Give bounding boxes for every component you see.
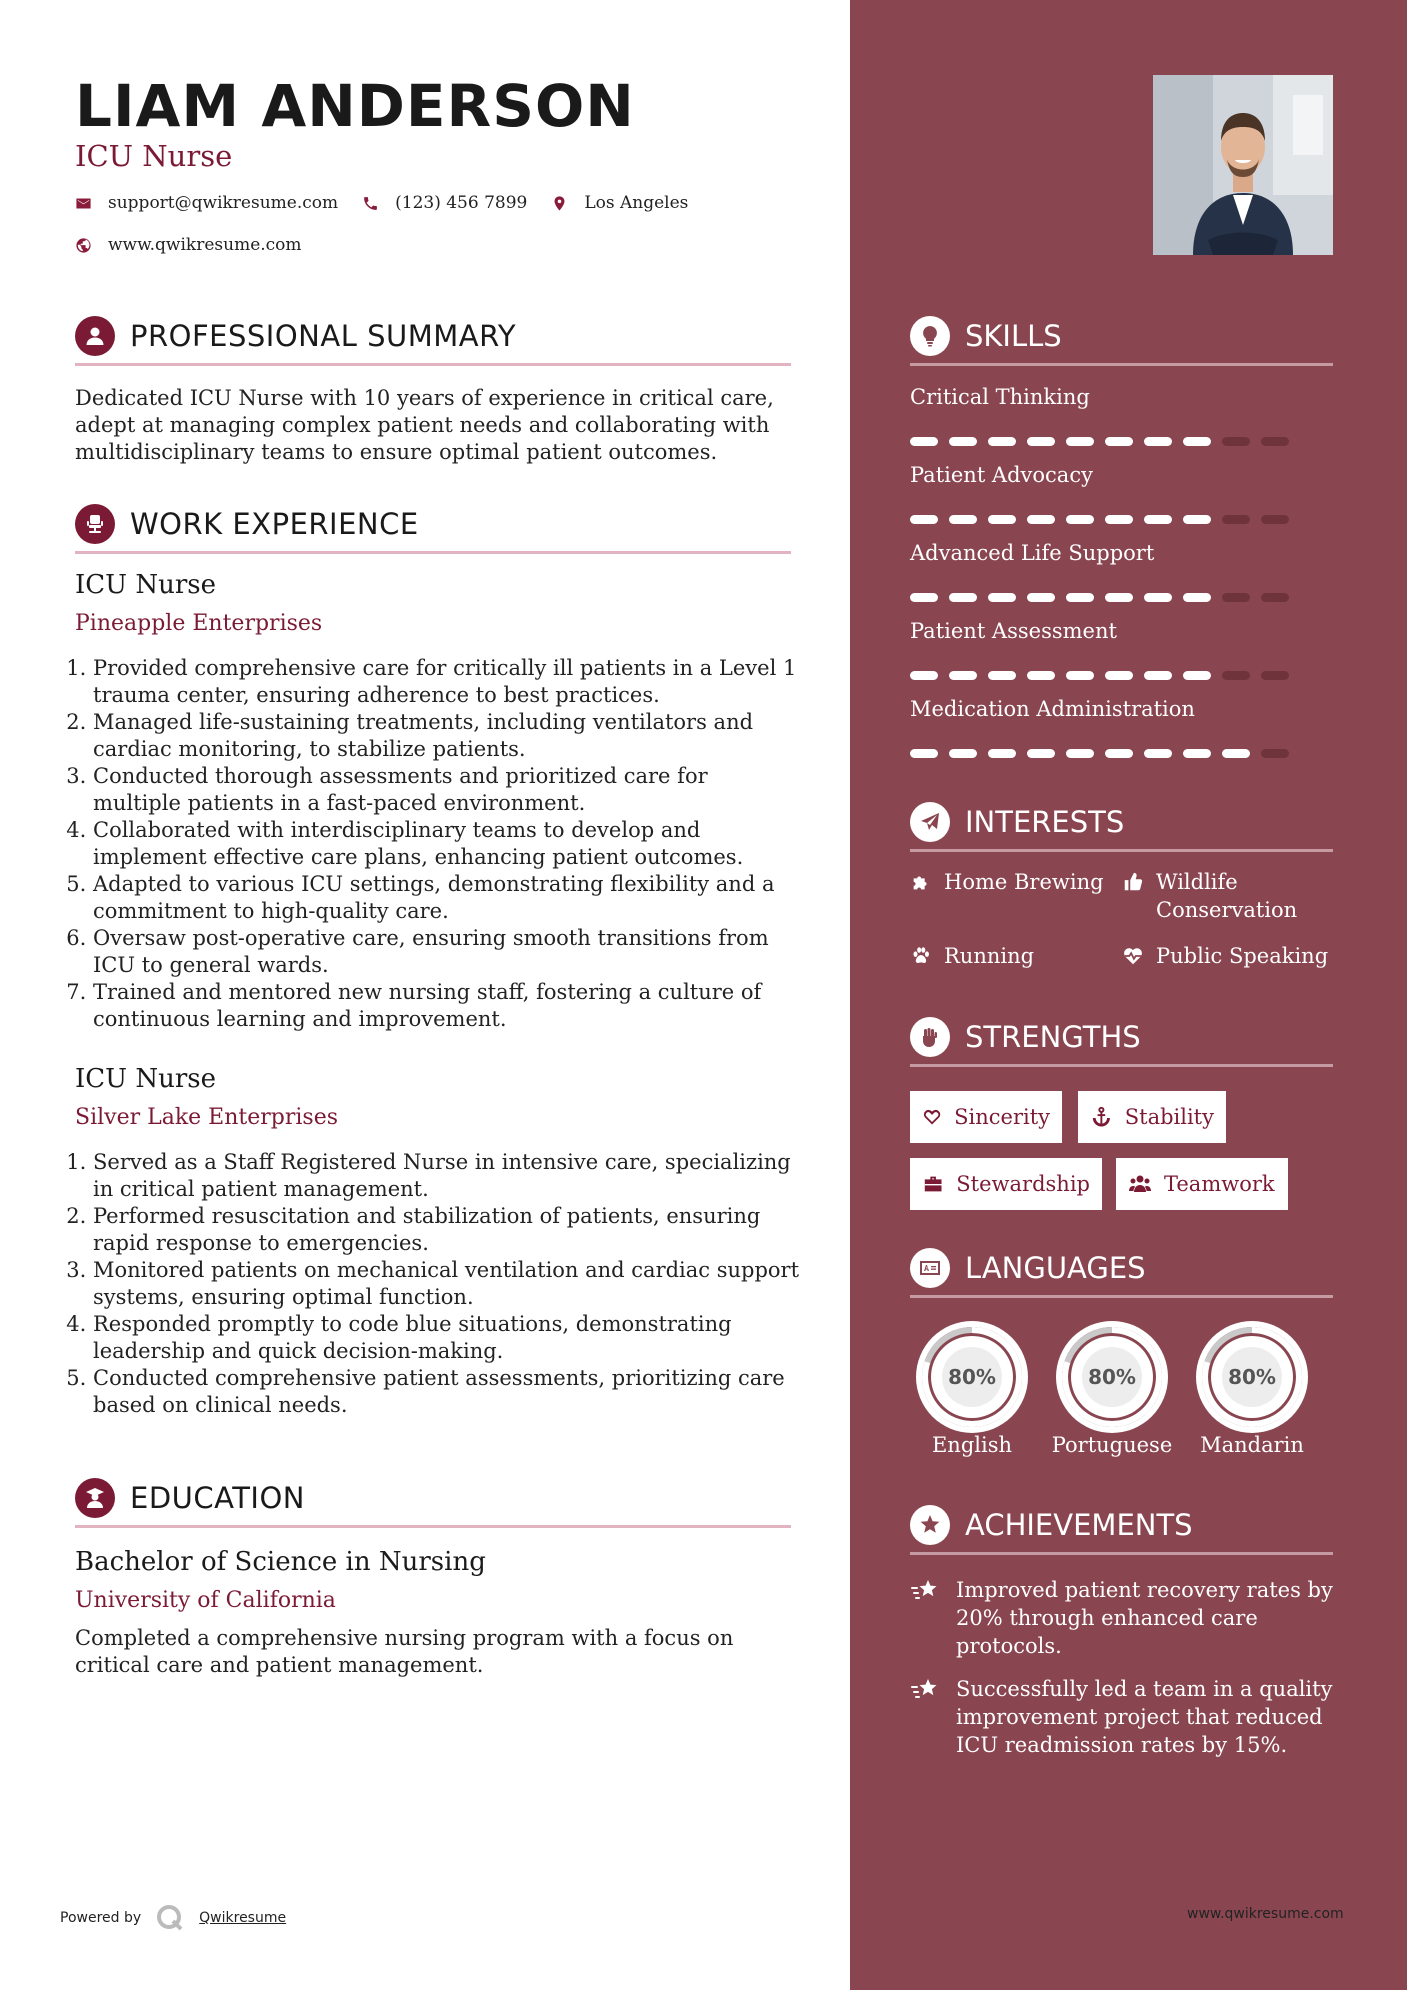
summary-heading: PROFESSIONAL SUMMARY <box>130 319 517 353</box>
skill-dash <box>988 749 1016 758</box>
language-name: Portuguese <box>1051 1433 1173 1457</box>
heart-icon <box>922 1105 942 1129</box>
strength-tag <box>910 1158 1102 1210</box>
skill-dash <box>1144 437 1172 446</box>
skill-dash <box>1066 515 1094 524</box>
raised-fist-icon <box>918 1025 942 1049</box>
thumbs-up-icon <box>1122 871 1144 893</box>
skill-item <box>910 539 1330 602</box>
contact-location <box>551 193 688 213</box>
anchor-icon <box>1090 1105 1113 1129</box>
experience-badge <box>75 504 115 544</box>
list-item: 1. Provided comprehensive care for critically ill patients in a Level 1 trauma center, ensuring adherence to best practices. <box>93 655 801 709</box>
job-2-title: ICU Nurse <box>75 1064 216 1094</box>
skill-label: Medication Administration <box>910 697 1195 721</box>
job-1-company: Pineapple Enterprises <box>75 611 323 636</box>
office-chair-icon <box>83 512 107 536</box>
strength-label: Stewardship <box>956 1172 1090 1196</box>
skill-dash <box>910 671 938 680</box>
skill-dash <box>1105 437 1133 446</box>
skill-dash <box>910 593 938 602</box>
list-item: 5. Adapted to various ICU settings, demonstrating flexibility and a commitment to high-quality care. <box>93 871 801 925</box>
skill-dash <box>1222 749 1250 758</box>
email-text: support@qwikresume.com <box>108 193 339 213</box>
language-percent: 80% <box>1088 1365 1136 1389</box>
skill-dash <box>1105 593 1133 602</box>
skill-dash <box>1222 437 1250 446</box>
skill-dash <box>1066 671 1094 680</box>
skill-dash <box>988 671 1016 680</box>
skills-section-header <box>910 314 1333 366</box>
achievement-item <box>910 1675 1340 1759</box>
experience-section-header <box>75 502 791 554</box>
language-item <box>1050 1315 1174 1457</box>
skill-dash <box>1261 437 1289 446</box>
list-item: 4. Collaborated with interdisciplinary teams to develop and implement effective care plans, enhancing patient outcomes. <box>93 817 801 871</box>
list-item: 5. Conducted comprehensive patient assessments, prioritizing care based on clinical needs. <box>93 1365 801 1419</box>
education-section-header <box>75 1476 791 1528</box>
paw-icon <box>910 945 932 967</box>
contact-website[interactable] <box>75 235 302 255</box>
skill-dash <box>910 515 938 524</box>
strength-label: Stability <box>1124 1105 1214 1129</box>
experience-heading: WORK EXPERIENCE <box>130 507 419 541</box>
interest-label: Wildlife Conservation <box>1156 870 1298 922</box>
candidate-role: ICU Nurse <box>75 139 233 173</box>
interest-label: Public Speaking <box>1156 944 1329 968</box>
map-pin-icon <box>551 195 568 212</box>
profile-photo <box>1153 75 1333 255</box>
skill-dash <box>1144 593 1172 602</box>
shooting-star-icon <box>910 1677 940 1703</box>
list-item: 3. Monitored patients on mechanical ventilation and cardiac support systems, ensuring optimal function. <box>93 1257 801 1311</box>
skill-dash <box>1261 593 1289 602</box>
skill-rating <box>910 593 1330 602</box>
skill-label: Patient Assessment <box>910 619 1117 643</box>
phone-icon <box>362 195 379 212</box>
education-heading: EDUCATION <box>130 1481 306 1515</box>
skill-dash <box>1027 749 1055 758</box>
summary-badge <box>75 316 115 356</box>
skill-dash <box>949 515 977 524</box>
achievement-item <box>910 1576 1340 1660</box>
skill-dash <box>1222 593 1250 602</box>
shooting-star-icon <box>910 1578 940 1604</box>
interests-heading: INTERESTS <box>965 805 1125 839</box>
strengths-badge <box>910 1017 950 1057</box>
job-1-bullets <box>71 655 801 1033</box>
contact-email[interactable] <box>75 193 338 213</box>
skill-dash <box>1105 515 1133 524</box>
languages-badge <box>910 1248 950 1288</box>
strengths-section-header <box>910 1015 1333 1067</box>
job-1-title: ICU Nurse <box>75 570 216 600</box>
briefcase-icon <box>922 1172 944 1196</box>
education-badge <box>75 1478 115 1518</box>
skill-dash <box>1105 749 1133 758</box>
skill-dash <box>988 515 1016 524</box>
language-card-icon <box>918 1256 942 1280</box>
skill-dash <box>1222 671 1250 680</box>
skill-dash <box>1222 515 1250 524</box>
user-icon <box>83 324 107 348</box>
language-progress-ring <box>910 1315 1034 1439</box>
skill-dash <box>949 593 977 602</box>
language-percent: 80% <box>948 1365 996 1389</box>
language-item <box>1190 1315 1314 1457</box>
location-text: Los Angeles <box>584 193 689 213</box>
skill-dash <box>988 437 1016 446</box>
languages-heading: LANGUAGES <box>965 1251 1146 1285</box>
paper-plane-icon <box>918 810 942 834</box>
sidebar <box>850 0 1407 1990</box>
skill-item <box>910 461 1330 524</box>
star-badge-icon <box>918 1513 942 1537</box>
list-item: 3. Conducted thorough assessments and prioritized care for multiple patients in a fast-paced environment. <box>93 763 801 817</box>
skill-dash <box>1261 515 1289 524</box>
summary-section-header <box>75 314 791 366</box>
interest-label: Home Brewing <box>944 870 1104 894</box>
list-item: 2. Performed resuscitation and stabilization of patients, ensuring rapid response to emergencies. <box>93 1203 801 1257</box>
summary-text: Dedicated ICU Nurse with 10 years of experience in critical care, adept at managing complex patient needs and collaborating with multidisciplinary teams to ensure optimal patient outcomes. <box>75 386 774 464</box>
qwikresume-link[interactable]: Qwikresume <box>199 1910 287 1926</box>
skill-dash <box>949 671 977 680</box>
achievements-heading: ACHIEVEMENTS <box>965 1508 1193 1542</box>
skill-dash <box>1027 593 1055 602</box>
skill-dash <box>949 437 977 446</box>
interest-label: Running <box>944 944 1035 968</box>
skill-dash <box>1066 749 1094 758</box>
skill-dash <box>1183 749 1211 758</box>
skill-dash <box>1261 749 1289 758</box>
qwikresume-logo-icon <box>155 1903 185 1933</box>
skill-dash <box>1027 515 1055 524</box>
skill-dash <box>910 437 938 446</box>
skill-dash <box>1144 671 1172 680</box>
strengths-heading: STRENGTHS <box>965 1020 1141 1054</box>
powered-by <box>60 1903 286 1933</box>
list-item: 1. Served as a Staff Registered Nurse in intensive care, specializing in critical patient management. <box>93 1149 801 1203</box>
skill-dash <box>1144 749 1172 758</box>
skill-dash <box>1261 671 1289 680</box>
education-description: Completed a comprehensive nursing program with a focus on critical care and patient management. <box>75 1626 734 1677</box>
strength-label: Sincerity <box>954 1105 1050 1129</box>
skill-dash <box>1183 437 1211 446</box>
interest-item <box>1122 868 1312 924</box>
list-item: 4. Responded promptly to code blue situations, demonstrating leadership and quick decision-making. <box>93 1311 801 1365</box>
skill-dash <box>1066 437 1094 446</box>
language-progress-ring <box>1190 1315 1314 1439</box>
job-2-company: Silver Lake Enterprises <box>75 1105 339 1130</box>
skill-rating <box>910 671 1330 680</box>
skill-dash <box>1144 515 1172 524</box>
users-icon <box>1128 1172 1152 1196</box>
strength-tag <box>1078 1091 1226 1143</box>
language-name: English <box>931 1433 1013 1457</box>
lightbulb-icon <box>918 324 942 348</box>
skill-label: Critical Thinking <box>910 385 1090 409</box>
interest-item <box>910 868 1104 896</box>
skill-dash <box>1027 437 1055 446</box>
skill-label: Patient Advocacy <box>910 463 1093 487</box>
strength-tag <box>910 1091 1062 1143</box>
contact-row <box>75 193 712 213</box>
powered-by-label: Powered by <box>60 1910 142 1926</box>
language-name: Mandarin <box>1200 1433 1304 1457</box>
education-degree: Bachelor of Science in Nursing <box>75 1547 486 1577</box>
achievement-text: Successfully led a team in a quality improvement project that reduced ICU readmission rates by 15%. <box>956 1677 1333 1757</box>
skills-badge <box>910 316 950 356</box>
candidate-name: LIAM ANDERSON <box>75 72 635 140</box>
footer-url[interactable]: www.qwikresume.com <box>1187 1906 1344 1922</box>
skill-dash <box>910 749 938 758</box>
skill-item <box>910 695 1330 758</box>
skill-rating <box>910 437 1330 446</box>
website-text: www.qwikresume.com <box>108 235 302 255</box>
skill-rating <box>910 515 1330 524</box>
contact-row-website <box>75 235 326 255</box>
skill-item <box>910 383 1330 446</box>
list-item: 7. Trained and mentored new nursing staff, fostering a culture of continuous learning and improvement. <box>93 979 801 1033</box>
skill-item <box>910 617 1330 680</box>
skills-heading: SKILLS <box>965 319 1062 353</box>
skill-dash <box>1183 671 1211 680</box>
skill-dash <box>949 749 977 758</box>
strength-tag <box>1116 1158 1288 1210</box>
globe-icon <box>75 237 92 254</box>
skill-label: Advanced Life Support <box>910 541 1155 565</box>
envelope-icon <box>75 195 92 212</box>
achievement-text: Improved patient recovery rates by 20% through enhanced care protocols. <box>956 1578 1333 1658</box>
skill-dash <box>1066 593 1094 602</box>
language-progress-ring <box>1050 1315 1174 1439</box>
interests-section-header <box>910 800 1333 852</box>
graduate-icon <box>83 1486 107 1510</box>
heartbeat-icon <box>1122 945 1144 967</box>
puzzle-icon <box>910 871 932 893</box>
skill-dash <box>988 593 1016 602</box>
achievements-badge <box>910 1505 950 1545</box>
strength-label: Teamwork <box>1164 1172 1275 1196</box>
list-item: 2. Managed life-sustaining treatments, including ventilators and cardiac monitoring, to stabilize patients. <box>93 709 801 763</box>
skill-dash <box>1183 593 1211 602</box>
job-2-bullets <box>71 1149 801 1419</box>
language-percent: 80% <box>1228 1365 1276 1389</box>
skill-dash <box>1105 671 1133 680</box>
list-item: 6. Oversaw post-operative care, ensuring smooth transitions from ICU to general wards. <box>93 925 801 979</box>
interest-item <box>910 942 1034 970</box>
phone-text: (123) 456 7899 <box>395 193 528 213</box>
achievements-section-header <box>910 1503 1333 1555</box>
education-school: University of California <box>75 1588 336 1613</box>
languages-section-header <box>910 1246 1333 1298</box>
language-item <box>910 1315 1034 1457</box>
interest-item <box>1122 942 1328 970</box>
skill-dash <box>1027 671 1055 680</box>
contact-phone[interactable] <box>362 193 527 213</box>
interests-badge <box>910 802 950 842</box>
skill-rating <box>910 749 1330 758</box>
skill-dash <box>1183 515 1211 524</box>
